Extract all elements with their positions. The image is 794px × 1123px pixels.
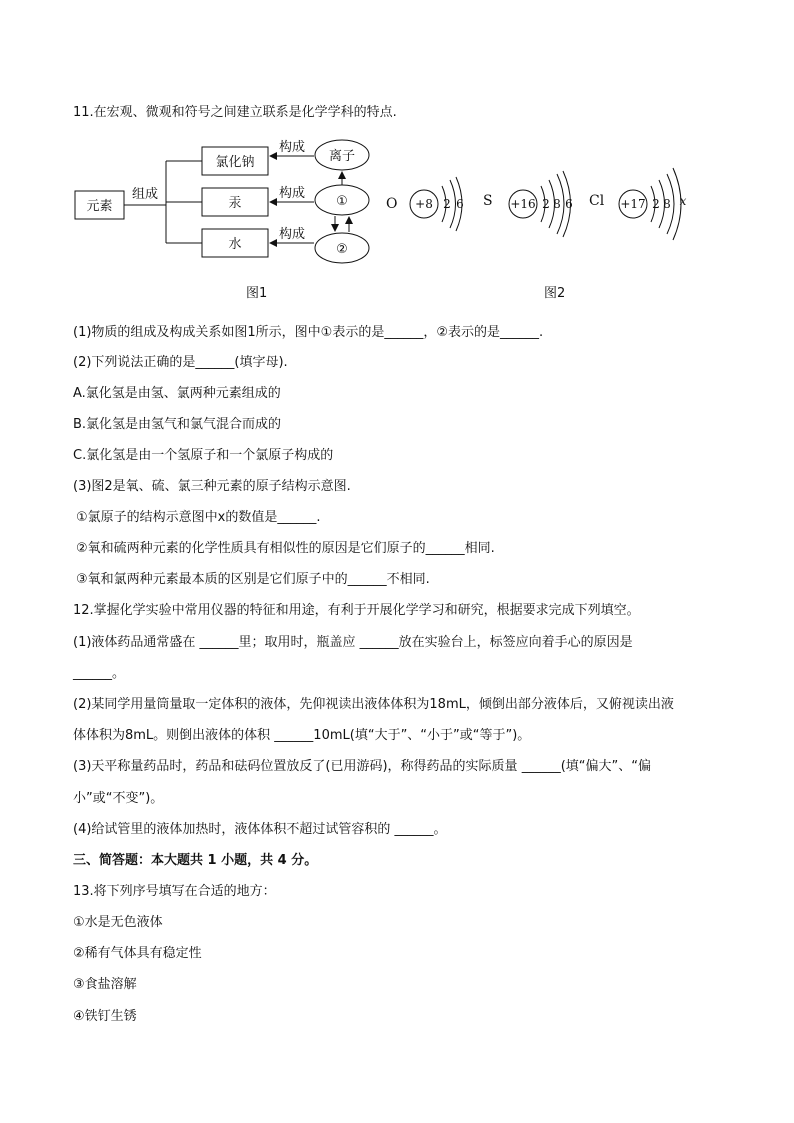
atom-o-shell-1: 2 — [443, 197, 451, 211]
q11-part-3a: ①氯原子的结构示意图中x的数值是______. — [76, 510, 321, 525]
atom-o-symbol: O — [386, 196, 398, 212]
q13-intro: 13.将下列序号填写在合适的地方： — [73, 884, 276, 899]
q13-item-1: ①水是无色液体 — [73, 915, 163, 930]
form-label-3: 构成 — [279, 227, 306, 242]
q11-part-3b: ②氧和硫两种元素的化学性质具有相似性的原因是它们原子的______相同. — [76, 541, 495, 556]
compose-label: 组成 — [132, 187, 159, 202]
q12-part-2-line-1: (2)某同学用量筒量取一定体积的液体，先仰视读出液体体积为18mL，倾倒出部分液体后，又俯视读出液 — [73, 697, 674, 712]
atom-s-shell-3: 6 — [565, 197, 573, 211]
section-3-header: 三、简答题：本大题共 1 小题，共 4 分。 — [73, 853, 318, 868]
form-label-2: 构成 — [279, 186, 306, 201]
q11-option-c: C.氯化氢是由一个氢原子和一个氯原子构成的 — [73, 448, 334, 463]
q12-part-2-line-2: 体体积为8mL。则倒出液体的体积 ______10mL(填“大于”、“小于”或“等于”)。 — [73, 728, 531, 743]
q13-item-4: ④铁钉生锈 — [73, 1009, 137, 1024]
atom-s-symbol: S — [483, 193, 493, 209]
atom-s-shell-2: 8 — [553, 197, 561, 211]
substance-label-2: 汞 — [228, 196, 242, 211]
figure-2-caption: 图2 — [544, 286, 566, 301]
substance-label-3: 水 — [228, 237, 242, 252]
atom-cl-shell-3: x — [679, 194, 687, 208]
atom-cl-shell-1: 2 — [652, 197, 660, 211]
atom-cl-nucleus-label: +17 — [620, 197, 646, 211]
q11-option-a: A.氯化氢是由氢、氯两种元素组成的 — [73, 386, 281, 401]
figure-2-diagram — [380, 150, 700, 250]
element-label: 元素 — [86, 199, 113, 214]
atom-o-nucleus-label: +8 — [415, 197, 433, 211]
q12-part-3-line-2: 小”或“不变”)。 — [73, 791, 164, 806]
figure-1-diagram — [70, 136, 390, 271]
q13-item-3: ③食盐溶解 — [73, 977, 137, 992]
q12-part-4: (4)给试管里的液体加热时，液体体积不超过试管容积的 ______。 — [73, 822, 447, 837]
q11-part-2: (2)下列说法正确的是______(填字母). — [73, 355, 288, 370]
q11-part-3c: ③氧和氯两种元素最本质的区别是它们原子中的______不相同. — [76, 572, 430, 587]
atom-cl-shell-2: 8 — [663, 197, 671, 211]
ellipse-2-label: ② — [336, 242, 348, 257]
q12-part-1-line-2: ______。 — [73, 666, 126, 681]
q11-option-b: B.氯化氢是由氢气和氯气混合而成的 — [73, 417, 282, 432]
atom-s-nucleus-label: +16 — [510, 197, 536, 211]
ion-label: 离子 — [328, 149, 356, 164]
atom-s-shell-1: 2 — [542, 197, 550, 211]
form-label-1: 构成 — [279, 140, 306, 155]
q12-part-1-line-1: (1)液体药品通常盛在 ______里；取用时，瓶盖应 ______放在实验台上，标签应向着手心的原因是 — [73, 635, 633, 650]
q13-item-2: ②稀有气体具有稳定性 — [73, 946, 202, 961]
q11-intro: 11.在宏观、微观和符号之间建立联系是化学学科的特点. — [73, 105, 397, 120]
q12-intro: 12.掌握化学实验中常用仪器的特征和用途，有利于开展化学学习和研究，根据要求完成下列填空。 — [73, 603, 640, 618]
q11-part-3: (3)图2是氧、硫、氯三种元素的原子结构示意图. — [73, 479, 351, 494]
substance-label-1: 氯化钠 — [215, 155, 255, 170]
figure-1-caption: 图1 — [246, 286, 268, 301]
q11-part-1: (1)物质的组成及构成关系如图1所示，图中①表示的是______，②表示的是______. — [73, 325, 544, 340]
ellipse-1-label: ① — [336, 194, 348, 209]
atom-cl-symbol: Cl — [589, 193, 605, 209]
q12-part-3-line-1: (3)天平称量药品时，药品和砝码位置放反了(已用游码)，称得药品的实际质量 ______(填“偏大”、“偏 — [73, 759, 651, 774]
atom-o-shell-2: 6 — [456, 197, 464, 211]
